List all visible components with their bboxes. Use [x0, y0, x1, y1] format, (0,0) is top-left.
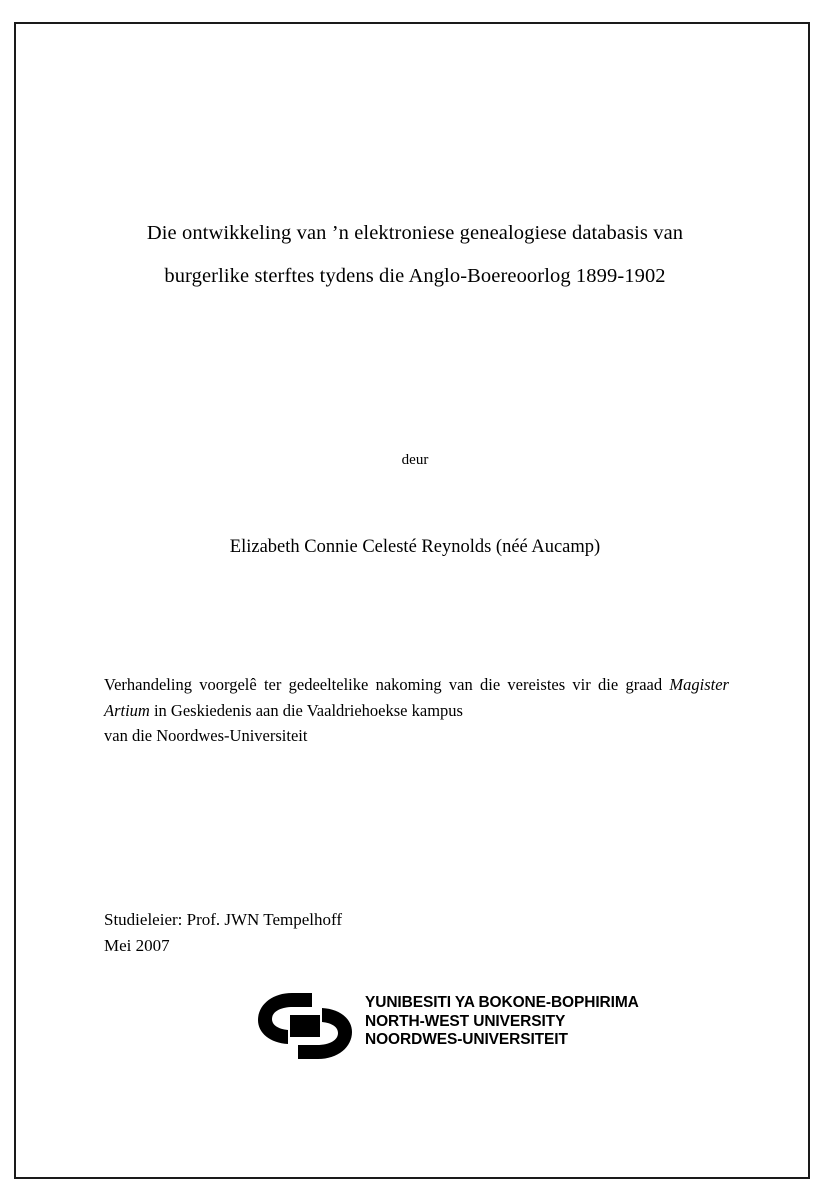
statement-line-2-pre: graad [625, 675, 670, 694]
logo-text-line-2: NORTH-WEST UNIVERSITY [365, 1012, 566, 1030]
logo-text-line-1: YUNIBESITI YA BOKONE-BOPHIRIMA [365, 994, 639, 1011]
north-west-university-logo-icon [250, 989, 360, 1063]
page-content [90, 22, 740, 1179]
supervisor-line: Studieleier: Prof. JWN Tempelhoff [104, 910, 343, 929]
page-title [90, 212, 740, 298]
by-word: deur [401, 452, 429, 468]
title-line-1: Die ontwikkeling van ’n elektroniese genealogiese databasis van [146, 222, 684, 244]
statement-line-3: van die Noordwes-Universiteit [104, 726, 308, 745]
university-logo [250, 987, 670, 1067]
degree-name: Magister Artium [104, 675, 729, 720]
date-line: Mei 2007 [104, 936, 170, 955]
logo-text-line-3: NOORDWES-UNIVERSITEIT [365, 1031, 568, 1048]
statement-line-1: Verhandeling voorgelê ter gedeeltelike nakoming van die vereistes vir die [104, 675, 619, 694]
university-logo-text [365, 994, 639, 1050]
title-line-2: burgerlike sterftes tydens die Anglo-Boereoorlog 1899-1902 [164, 265, 666, 287]
author-name: Elizabeth Connie Celesté Reynolds (néé Aucamp) [229, 537, 601, 557]
supervisor-block [104, 907, 704, 959]
statement-line-2-post: in Geskiedenis aan die Vaaldriehoekse kampus [149, 700, 463, 720]
degree-statement [104, 672, 729, 749]
